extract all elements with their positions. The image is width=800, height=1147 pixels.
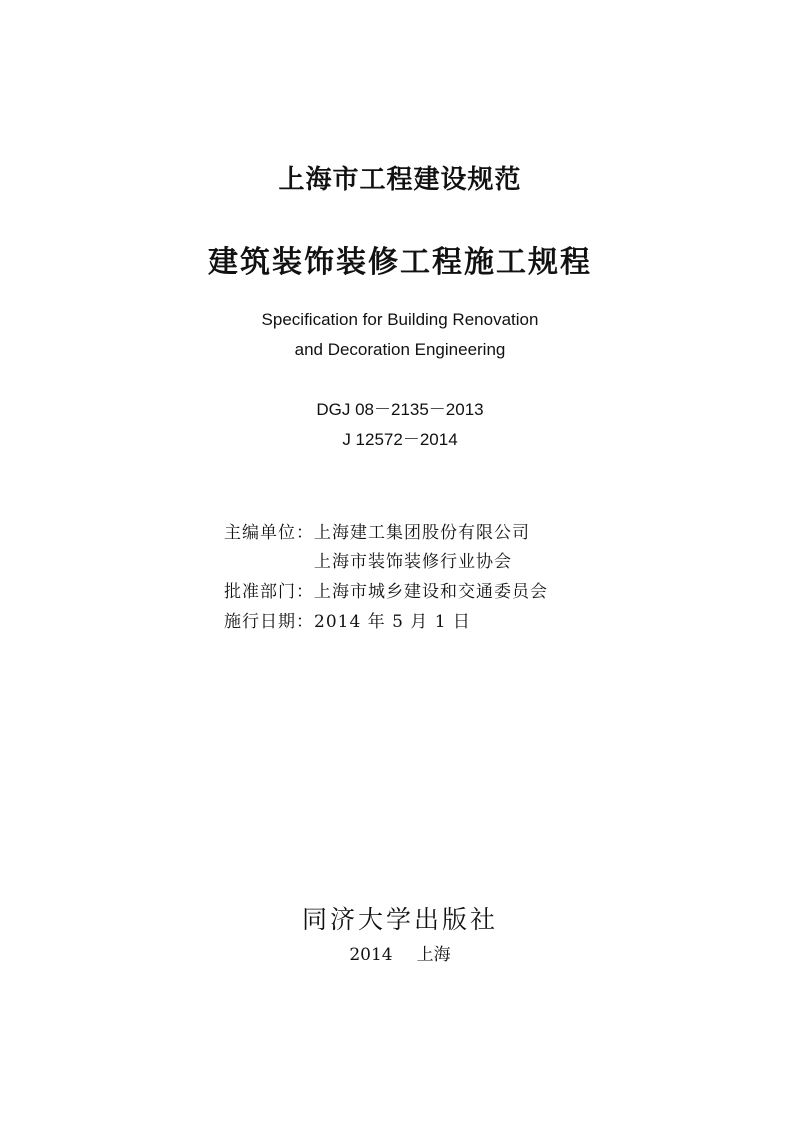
editor-secondary-row	[314, 550, 512, 574]
approver-row	[224, 580, 548, 604]
effective-date-row	[224, 610, 471, 634]
standard-code-dgj: DGJ 08－2135－2013	[316, 400, 484, 419]
publication-year: 2014	[349, 945, 393, 965]
editor-primary: 上海建工集团股份有限公司	[314, 523, 530, 543]
series-title: 上海市工程建设规范	[278, 165, 522, 195]
publication-city: 上海	[416, 945, 451, 965]
publisher-name: 同济大学出版社	[301, 905, 498, 934]
effective-date: 2014 年 5 月 1 日	[314, 612, 471, 632]
editor-row	[224, 521, 530, 545]
editor-label: 主编单位：	[224, 523, 314, 543]
english-title-line-2: and Decoration Engineering	[294, 340, 506, 359]
main-title: 建筑装饰装修工程施工规程	[208, 245, 592, 280]
english-title-line-1: Specification for Building Renovation	[261, 310, 539, 329]
record-code-j: J 12572－2014	[342, 430, 458, 449]
approver-name: 上海市城乡建设和交通委员会	[314, 582, 548, 602]
editor-secondary: 上海市装饰装修行业协会	[314, 552, 512, 572]
approver-label: 批准部门：	[224, 582, 314, 602]
effective-date-label: 施行日期：	[224, 612, 314, 632]
publication-line	[0, 944, 800, 966]
